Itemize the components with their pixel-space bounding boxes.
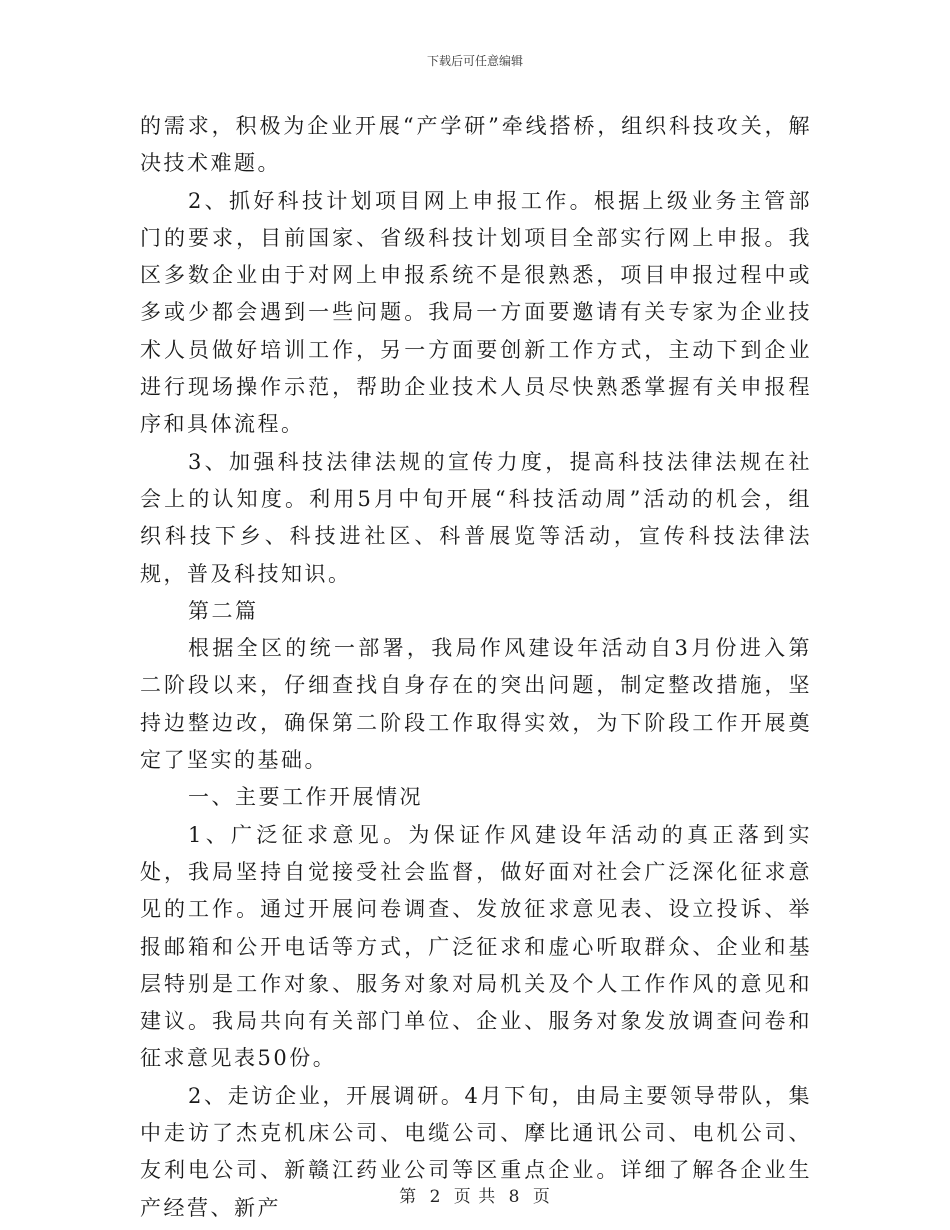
section-heading-main-work: 一、主要工作开展情况 (188, 785, 423, 810)
current-page-number: 2 (429, 1187, 442, 1207)
header-note: 下载后可任意编辑 (426, 54, 523, 68)
page-footer (0, 1182, 950, 1207)
paragraph-continuation: 的需求，积极为企业开展“产学研”牵线搭桥，组织科技攻关，解决技术难题。 (140, 114, 812, 176)
paragraph-intro: 根据全区的统一部署，我局作风建设年活动自3月份进入第二阶段以来，仔细查找自身存在的突出问题，制定整改措施，坚持边整边改，确保第二阶段工作取得实效，为下阶段工作开展奠定了坚实的基础。 (140, 636, 812, 773)
document-body (140, 108, 812, 1227)
section-heading-second-part: 第二篇 (188, 598, 259, 623)
paragraph-item-3: 3、加强科技法律法规的宣传力度，提高科技法律法规在社会上的认知度。利用5月中旬开展“科技活动周”活动的机会，组织科技下乡、科技进社区、科普展览等活动，宣传科技法律法规，普及科技知识。 (140, 449, 812, 586)
footer-prefix: 第 (399, 1187, 418, 1207)
paragraph-item-2: 2、抓好科技计划项目网上申报工作。根据上级业务主管部门的要求，目前国家、省级科技计划项目全部实行网上申报。我区多数企业由于对网上申报系统不是很熟悉，项目申报过程中或多或少都会遇到一些问题。我局一方面要邀请有关专家为企业技术人员做好培训工作，另一方面要创新工作方式，主动下到企业进行现场操作示范，帮助企业技术人员尽快熟悉掌握有关申报程序和具体流程。 (140, 188, 812, 437)
footer-middle: 页 共 (453, 1187, 497, 1207)
paragraph-visits: 2、走访企业，开展调研。4月下旬，由局主要领导带队，集中走访了杰克机床公司、电缆公司、摩比通讯公司、电机公司、友利电公司、新赣江药业公司等区重点企业。详细了解各企业生产经营、新产 (140, 1083, 812, 1220)
paragraph-opinions: 1、广泛征求意见。为保证作风建设年活动的真正落到实处，我局坚持自觉接受社会监督，做好面对社会广泛深化征求意见的工作。通过开展问卷调查、发放征求意见表、设立投诉、举报邮箱和公开电话等方式，广泛征求和虚心听取群众、企业和基层特别是工作对象、服务对象对局机关及个人工作作风的意见和建议。我局共向有关部门单位、企业、服务对象发放调查问卷和征求意见表50份。 (140, 822, 812, 1071)
total-pages-number: 8 (508, 1187, 521, 1207)
footer-suffix: 页 (532, 1187, 551, 1207)
